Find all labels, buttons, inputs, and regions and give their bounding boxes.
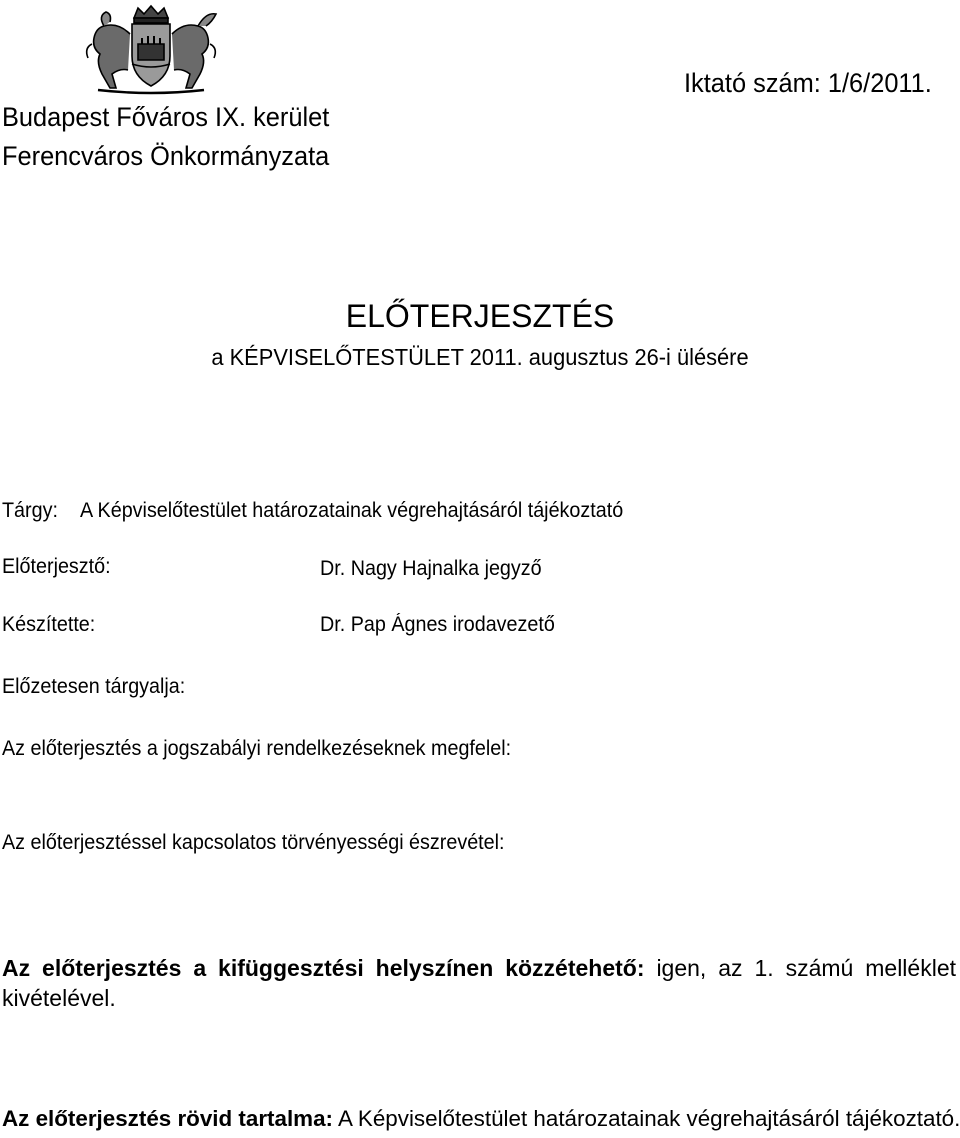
subject-label: Tárgy: xyxy=(2,499,58,522)
coat-of-arms-icon xyxy=(82,4,220,96)
presenter-value: Dr. Nagy Hajnalka jegyző xyxy=(320,557,542,580)
prepared-by-label: Készítette: xyxy=(2,613,96,636)
legal-compliance-label: Az előterjesztés a jogszabályi rendelkezéseknek megfelel: xyxy=(2,737,512,760)
document-title: ELŐTERJESZTÉS xyxy=(345,298,615,334)
summary-line xyxy=(2,1106,960,1132)
prepared-by-value: Dr. Pap Ágnes irodavezető xyxy=(320,613,555,636)
summary-value: A Képviselőtestület határozatainak végrehajtásáról tájékoztató. xyxy=(338,1106,960,1131)
publication-label: Az előterjesztés a kifüggesztési helyszínen közzétehető: xyxy=(2,955,645,981)
organization-line-2: Ferencváros Önkormányzata xyxy=(2,141,330,171)
organization-line-1: Budapest Főváros IX. kerület xyxy=(2,102,330,132)
subject-value: A Képviselőtestület határozatainak végrehajtásáról tájékoztató xyxy=(80,499,624,522)
document-number: Iktató szám: 1/6/2011. xyxy=(684,68,932,98)
legality-remark-label: Az előterjesztéssel kapcsolatos törvényességi észrevétel: xyxy=(2,831,505,854)
preliminary-discussion-label: Előzetesen tárgyalja: xyxy=(2,675,186,698)
organization-name xyxy=(2,98,329,176)
summary-label: Az előterjesztés rövid tartalma: xyxy=(2,1106,333,1131)
document-subtitle: a KÉPVISELŐTESTÜLET 2011. augusztus 26-i ülésére xyxy=(211,344,749,370)
presenter-label: Előterjesztő: xyxy=(2,555,111,578)
publication-paragraph xyxy=(2,953,956,1013)
publication-value: igen, az 1. számú melléklet kivételével. xyxy=(2,955,957,1011)
